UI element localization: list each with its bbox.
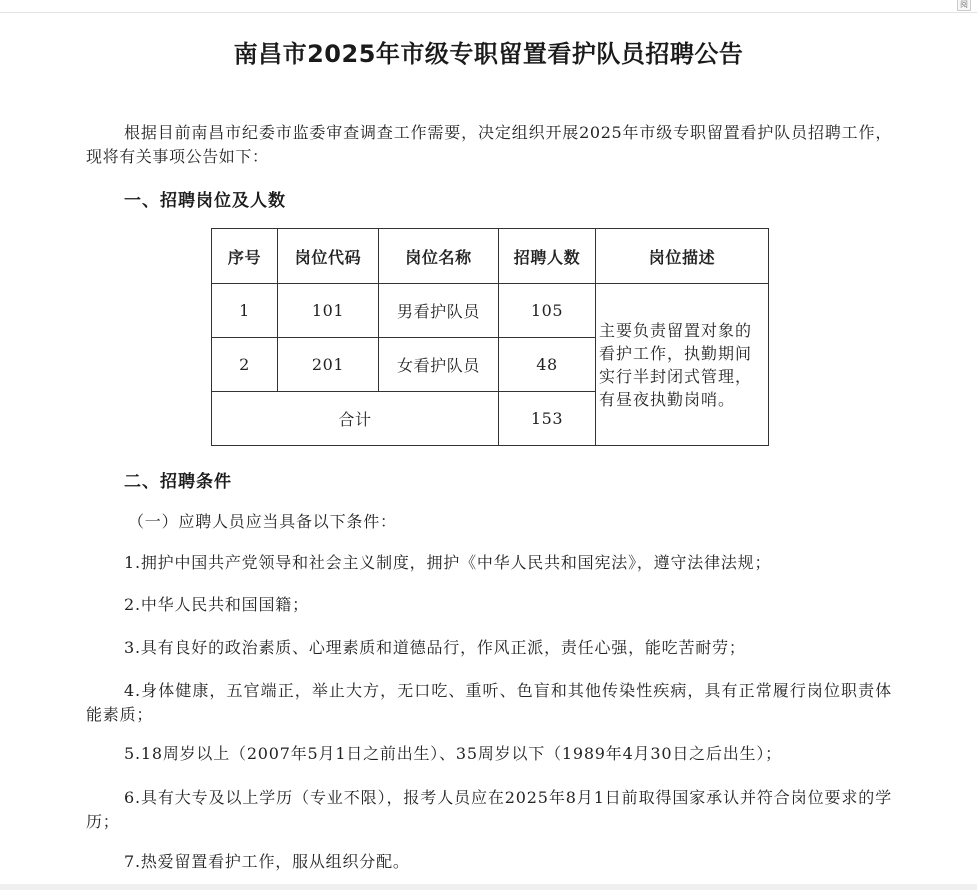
page-title: 南昌市2025年市级专职留置看护队员招聘公告 — [233, 40, 744, 68]
row1-seq: 1 — [212, 284, 278, 338]
condition-item-5: 5.18周岁以上（2007年5月1日之前出生）、35周岁以下（1989年4月30日之后出生）； — [124, 744, 782, 763]
header-code: 岗位代码 — [278, 229, 379, 284]
header-name: 岗位名称 — [379, 229, 499, 284]
condition-item-6: 6.具有大专及以上学历（专业不限），报考人员应在2025年8月1日前取得国家承认并符合岗位要求的学历； — [86, 788, 892, 831]
row1-name: 男看护队员 — [379, 284, 499, 338]
conditions-subheading: （一）应聘人员应当具备以下条件： — [128, 512, 397, 531]
total-count: 153 — [499, 392, 596, 446]
section-heading-positions: 一、招聘岗位及人数 — [124, 191, 286, 211]
position-description: 主要负责留置对象的看护工作，执勤期间实行半封闭式管理，有昼夜执勤岗哨。 — [596, 284, 769, 446]
reader-mode-icon[interactable]: 阅 — [957, 0, 971, 11]
bottom-scroll-edge — [0, 884, 977, 890]
row2-name: 女看护队员 — [379, 338, 499, 392]
table-header-row — [212, 229, 769, 284]
table-row — [212, 284, 769, 338]
row2-count: 48 — [499, 338, 596, 392]
row1-code: 101 — [278, 284, 379, 338]
header-description: 岗位描述 — [596, 229, 769, 284]
condition-item-2: 2.中华人民共和国国籍； — [124, 595, 309, 614]
total-label: 合计 — [212, 392, 499, 446]
positions-table — [211, 228, 769, 446]
row2-code: 201 — [278, 338, 379, 392]
header-seq: 序号 — [212, 229, 278, 284]
row1-count: 105 — [499, 284, 596, 338]
top-toolbar — [0, 0, 977, 13]
condition-item-1: 1.拥护中国共产党领导和社会主义制度，拥护《中华人民共和国宪法》，遵守法律法规； — [124, 553, 772, 572]
header-count: 招聘人数 — [499, 229, 596, 284]
row2-seq: 2 — [212, 338, 278, 392]
condition-item-7: 7.热爱留置看护工作，服从组织分配。 — [124, 852, 410, 871]
section-heading-conditions: 二、招聘条件 — [124, 472, 232, 492]
intro-paragraph: 根据目前南昌市纪委市监委审查调查工作需要，决定组织开展2025年市级专职留置看护队员招聘工作，现将有关事项公告如下： — [86, 123, 892, 166]
condition-item-3: 3.具有良好的政治素质、心理素质和道德品行，作风正派，责任心强，能吃苦耐劳； — [124, 638, 746, 657]
condition-item-4: 4.身体健康，五官端正，举止大方，无口吃、重听、色盲和其他传染性疾病，具有正常履行岗位职责体能素质； — [86, 681, 892, 724]
